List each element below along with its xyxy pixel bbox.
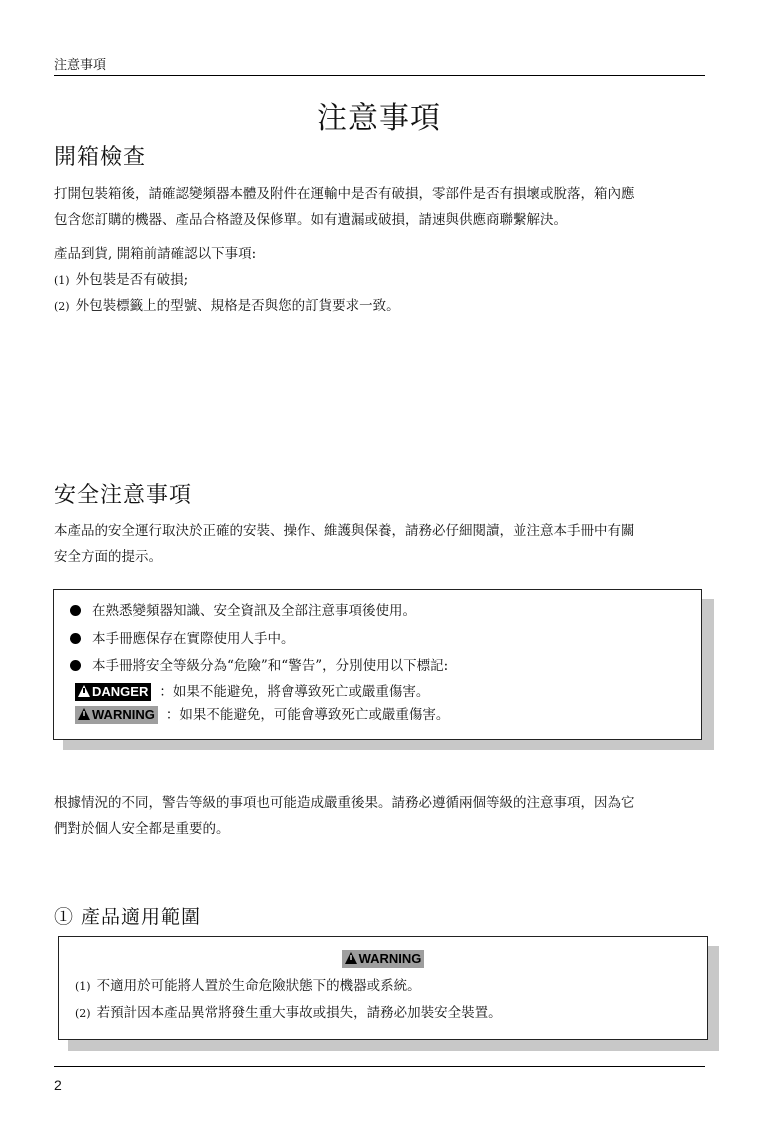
safety-intro-line2: 安全方面的提示。 [54, 549, 162, 565]
check-item [54, 295, 400, 318]
bullet-dot-icon [70, 605, 81, 616]
unboxing-intro [54, 181, 704, 233]
danger-badge [75, 683, 151, 701]
check-item-text: 外包裝是否有破損; [75, 272, 189, 288]
check-item [54, 269, 188, 292]
bullet-dot-icon [70, 633, 81, 644]
bullet-text: 本手冊應保存在實際使用人手中。 [92, 631, 295, 647]
warning-triangle-icon [78, 708, 90, 720]
unboxing-intro-line2: 包含您訂購的機器、產品合格證及保修單。如有遺漏或破損，請速與供應商聯繫解決。 [54, 212, 567, 228]
bullet-item [70, 656, 448, 676]
scope-badge-row [59, 948, 707, 968]
scope-item-text: 不適用於可能將人置於生命危險狀態下的機器或系統。 [96, 978, 421, 994]
scope-item [75, 976, 421, 997]
scope-warning-box [58, 936, 708, 1040]
bullet-item [70, 601, 416, 621]
footer-rule [54, 1066, 705, 1067]
check-lead: 產品到貨, 開箱前請確認以下事項: [54, 246, 257, 262]
warning-badge-label: WARNING [92, 707, 155, 722]
signal-warning-row [75, 705, 449, 725]
safety-notice-box [53, 589, 702, 740]
warning-badge-label: WARNING [358, 951, 422, 966]
warning-badge [75, 706, 158, 724]
scope-item-number: (1) [75, 980, 91, 993]
scope-heading: ① 產品適用範圍 [54, 906, 202, 928]
danger-badge-label: DANGER [92, 684, 149, 699]
scope-item-text: 若預計因本產品異常將發生重大事故或損失，請務必加裝安全裝置。 [96, 1005, 502, 1021]
warning-triangle-icon [78, 685, 90, 697]
page-title: 注意事項 [317, 101, 441, 136]
danger-description: ：如果不能避免，將會導致死亡或嚴重傷害。 [159, 684, 430, 700]
safety-note-line1: 根據情況的不同，警告等級的事項也可能造成嚴重後果。請務必遵循兩個等級的注意事項，因為它 [54, 795, 635, 811]
bullet-text: 本手冊將安全等級分為“危險”和“警告”，分別使用以下標記: [92, 658, 449, 674]
warning-badge [342, 950, 425, 968]
safety-note [54, 790, 704, 842]
check-item-number: (2) [54, 300, 70, 313]
check-item-text: 外包裝標籤上的型號、規格是否與您的訂貨要求一致。 [75, 298, 400, 314]
bullet-item [70, 629, 295, 649]
check-item-number: (1) [54, 274, 70, 287]
safety-heading: 安全注意事項 [54, 483, 193, 508]
unboxing-intro-line1: 打開包裝箱後，請確認變頻器本體及附件在運輸中是否有破損，零部件是否有損壞或脫落，箱內應 [54, 186, 635, 202]
scope-item [75, 1003, 502, 1024]
unboxing-heading: 開箱檢查 [54, 145, 147, 170]
running-header: 注意事項 [54, 58, 107, 73]
header-rule [54, 75, 705, 76]
safety-note-line2: 們對於個人安全都是重要的。 [54, 821, 230, 837]
signal-danger-row [75, 682, 429, 702]
bullet-dot-icon [70, 660, 81, 671]
safety-intro-line1: 本產品的安全運行取決於正確的安裝、操作、維護與保養，請務必仔細閱讀，並注意本手冊中有關 [54, 523, 635, 539]
warning-description: ：如果不能避免，可能會導致死亡或嚴重傷害。 [165, 707, 450, 723]
warning-triangle-icon [345, 952, 357, 964]
page-number: 2 [54, 1077, 62, 1093]
bullet-text: 在熟悉變頻器知識、安全資訊及全部注意事項後使用。 [92, 603, 416, 619]
scope-item-number: (2) [75, 1007, 91, 1020]
safety-intro [54, 518, 704, 570]
